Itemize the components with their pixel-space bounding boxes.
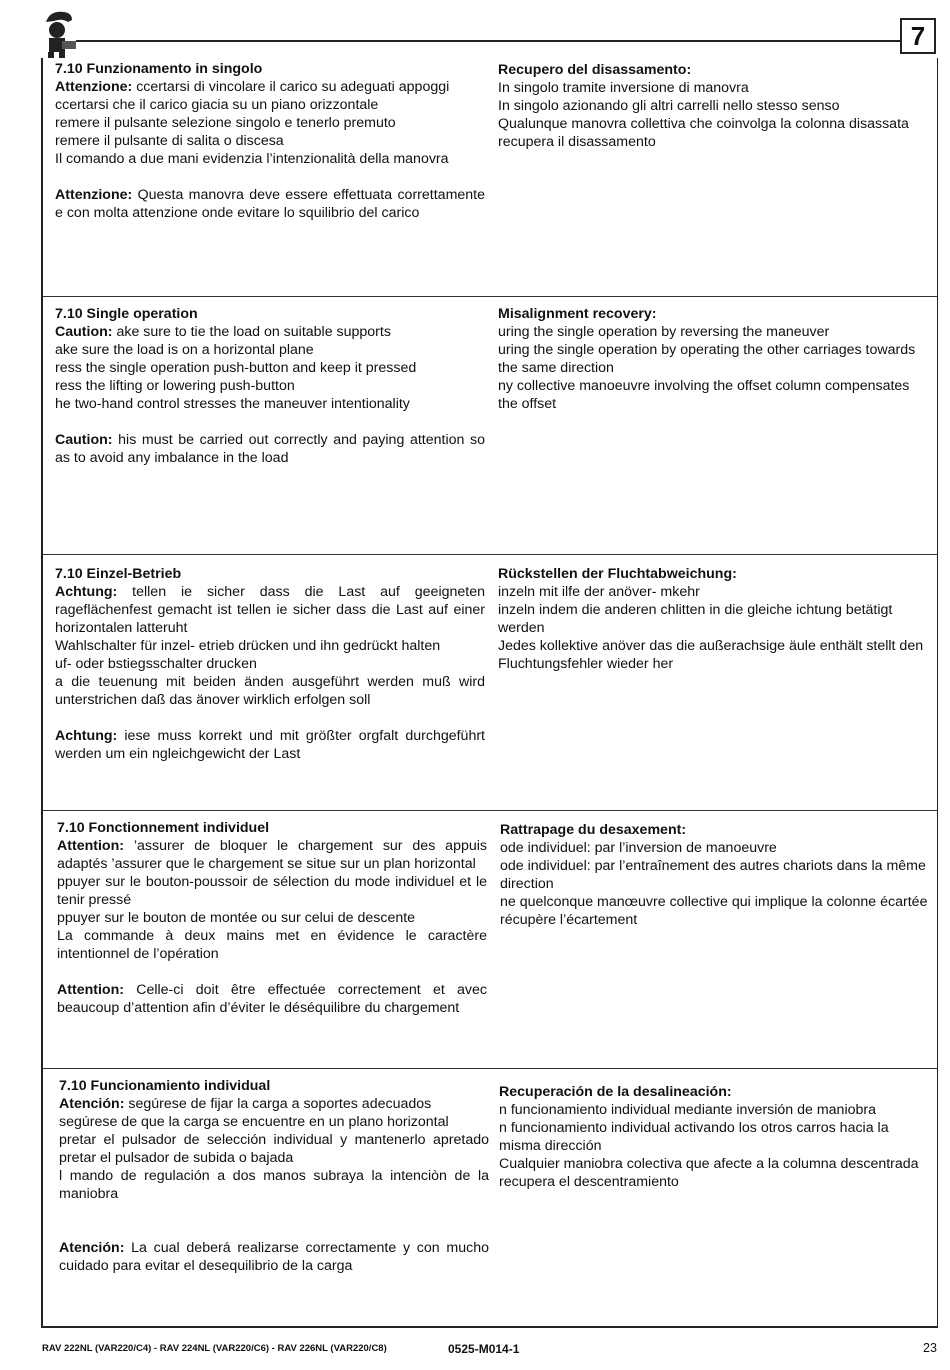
section-title: Recuperación de la desalineación:: [499, 1084, 732, 1100]
section-title: 7.10 Funzionamento in singolo: [55, 61, 263, 77]
section-title: 7.10 Fonctionnement individuel: [57, 820, 270, 836]
left-column: [55, 565, 485, 763]
left-column: [55, 305, 485, 467]
footer-model-list: RAV 222NL (VAR220/C4) - RAV 224NL (VAR220/C6) - RAV 226NL (VAR220/C8): [42, 1343, 387, 1354]
footer-document-code: 0525-M014-1: [448, 1342, 520, 1356]
section-italian: [43, 58, 937, 296]
section-title: 7.10 Single operation: [55, 306, 198, 322]
text-line: n funcionamiento individual mediante inversión de maniobra: [499, 1102, 876, 1118]
text-line: remere il pulsante di salita o discesa: [55, 133, 284, 149]
text-line: uring the single operation by operating the other carriages towards the same direction: [498, 342, 916, 376]
text-line: l mando de regulación a dos manos subraya la intenciòn de la maniobra: [59, 1168, 489, 1202]
text-line: ake sure the load is on a horizontal plane: [55, 342, 314, 358]
section-english: [43, 296, 937, 554]
section-title: 7.10 Einzel-Betrieb: [55, 566, 182, 582]
content-frame: [41, 58, 938, 1328]
section-french: [43, 810, 937, 1068]
text-line: ne quelconque manœuvre collective qui implique la colonne écartée récupère l’écartement: [500, 894, 928, 928]
text-line: In singolo azionando gli altri carrelli nello stesso senso: [498, 98, 840, 114]
text-line: pretar el pulsador de selección individual y mantenerlo apretado pretar el pulsador de subida o bajada: [59, 1132, 489, 1166]
section-german: [43, 554, 937, 810]
text-line: n funcionamiento individual activando los otros carros hacia la misma dirección: [499, 1120, 889, 1154]
text-line: uf- oder bstiegsschalter drucken: [55, 656, 257, 672]
text-line: he two-hand control stresses the maneuver intentionality: [55, 396, 410, 412]
text-line: ppuyer sur le bouton de montée ou sur celui de descente: [57, 910, 416, 926]
text-line: ccertarsi che il carico giacia su un piano orizzontale: [55, 97, 379, 113]
text-line: ppuyer sur le bouton-poussoir de sélection du mode individuel et le tenir pressé: [57, 874, 487, 908]
text-line: ode individuel: par l’entraînement des autres chariots dans la même direction: [500, 858, 926, 892]
text-line: Achtung: tellen ie sicher dass die Last auf geeigneten rageflächenfest gemacht ist tellen ie sicher dass die Last auf einer horizontalen latteruht: [55, 584, 485, 636]
text-line: Atención: La cual deberá realizarse correctamente y con mucho cuidado para evitar el desequilibrio de la carga: [59, 1240, 489, 1274]
section-title: Rückstellen der Fluchtabweichung:: [498, 566, 737, 582]
left-column: [55, 60, 485, 222]
text-line: Caution: his must be carried out correctly and paying attention so as to avoid any imbalance in the load: [55, 432, 485, 466]
right-column: [498, 565, 926, 673]
section-title: Misalignment recovery:: [498, 306, 657, 322]
section-spanish: [43, 1068, 937, 1326]
text-line: a die teuenung mit beiden änden ausgeführt werden muß wird unterstrichen daß das änover wirklich erfolgen soll: [55, 674, 485, 708]
text-line: Attention: ’assurer de bloquer le chargement sur des appuis adaptés ’assurer que le chargement se situe sur un plan horizontal: [57, 838, 487, 872]
text-line: Cualquier maniobra colectiva que afecte a la columna descentrada recupera el descentramiento: [499, 1156, 919, 1190]
text-line: segúrese de que la carga se encuentre en un plano horizontal: [59, 1114, 449, 1130]
text-line: Jedes kollektive anöver das die außerachsige äule enthält stellt den Fluchtungsfehler wieder her: [498, 638, 924, 672]
right-column: [500, 821, 928, 929]
right-column: [498, 61, 926, 151]
text-line: remere il pulsante selezione singolo e tenerlo premuto: [55, 115, 396, 131]
text-line: Attention: Celle-ci doit être effectuée correctement et avec beaucoup d’attention afin d’éviter le déséquilibre du chargement: [57, 982, 487, 1016]
section-title: Recupero del disassamento:: [498, 62, 692, 78]
section-title: 7.10 Funcionamiento individual: [59, 1078, 271, 1094]
text-line: Attenzione: Questa manovra deve essere effettuata correttamente e con molta attenzione onde evitare lo squilibrio del carico: [55, 187, 485, 221]
right-column: [499, 1083, 927, 1191]
text-line: In singolo tramite inversione di manovra: [498, 80, 749, 96]
worker-logo-icon: [40, 8, 80, 58]
text-line: Wahlschalter für inzel- etrieb drücken und ihn gedrückt halten: [55, 638, 441, 654]
text-line: ress the single operation push-button and keep it pressed: [55, 360, 417, 376]
page-number: 23: [923, 1341, 937, 1355]
left-column: [59, 1077, 489, 1275]
text-line: uring the single operation by reversing the maneuver: [498, 324, 830, 340]
text-line: ode individuel: par l’inversion de manoeuvre: [500, 840, 777, 856]
section-title: Rattrapage du desaxement:: [500, 822, 687, 838]
text-line: Il comando a due mani evidenzia l’intenzionalità della manovra: [55, 151, 449, 167]
text-line: Attenzione: ccertarsi di vincolare il carico su adeguati appoggi: [55, 79, 450, 95]
header-rule: [76, 40, 900, 42]
right-column: [498, 305, 926, 413]
text-line: Caution: ake sure to tie the load on suitable supports: [55, 324, 391, 340]
text-line: Atención: segúrese de fijar la carga a soportes adecuados: [59, 1096, 432, 1112]
text-line: Qualunque manovra collettiva che coinvolga la colonna disassata recupera il disassamento: [498, 116, 909, 150]
left-column: [57, 819, 487, 1017]
text-line: inzeln mit ilfe der anöver- mkehr: [498, 584, 700, 600]
text-line: Achtung: iese muss korrekt und mit größter orgfalt durchgeführt werden um ein ngleichgewicht der Last: [55, 728, 485, 762]
text-line: inzeln indem die anderen chlitten in die gleiche ichtung betätigt werden: [498, 602, 893, 636]
chapter-number-box: 7: [900, 18, 936, 54]
text-line: ny collective manoeuvre involving the offset column compensates the offset: [498, 378, 910, 412]
text-line: ress the lifting or lowering push-button: [55, 378, 295, 394]
text-line: La commande à deux mains met en évidence le caractère intentionnel de l’opération: [57, 928, 487, 962]
